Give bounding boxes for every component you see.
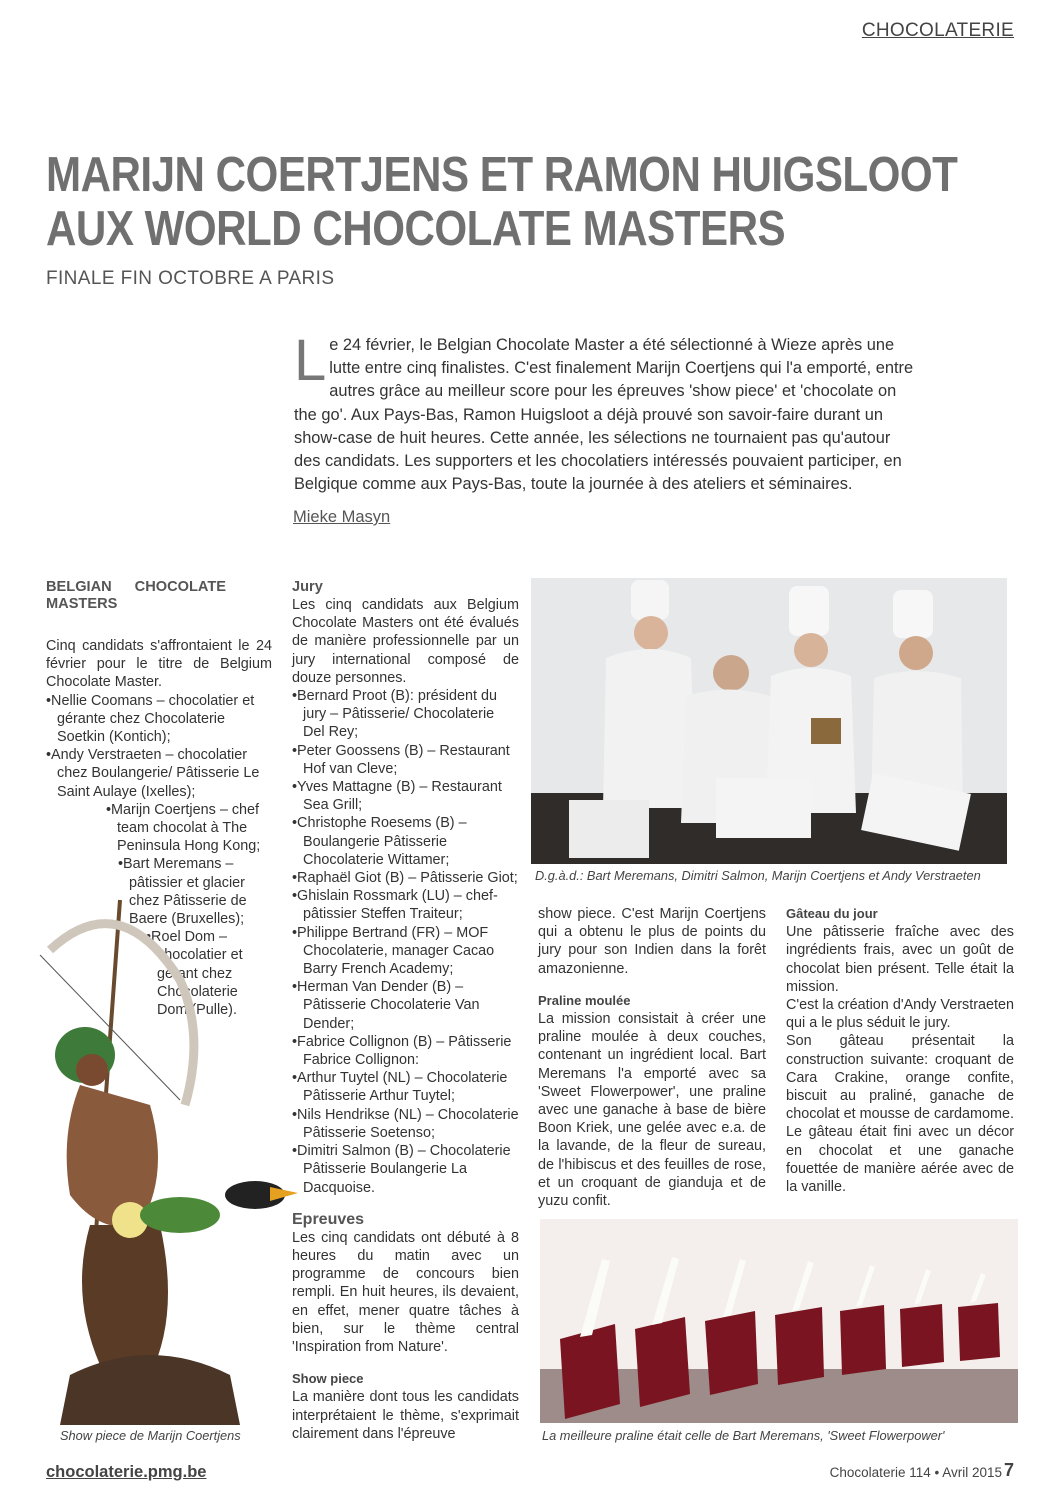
article-subtitle: FINALE FIN OCTOBRE A PARIS (46, 268, 335, 289)
headline-line-1: MARIJN COERTJENS ET RAMON HUIGSLOOT (46, 148, 958, 202)
list-item: • Nellie Coomans – chocolatier et gérante chez Chocolaterie Soetkin (Kontich); (46, 692, 272, 747)
chefs-photo (531, 578, 1007, 864)
epreuves-heading: Epreuves (292, 1210, 365, 1228)
list-item: • Bernard Proot (B): président du jury – Pâtisserie/ Chocolaterie Del Rey; (292, 687, 519, 742)
list-item: • Herman Van Dender (B) – Pâtisserie Chocolaterie Van Dender; (292, 978, 519, 1033)
list-item: • Ghislain Rossmark (LU) – chef-pâtissier Steffen Traiteur; (292, 887, 519, 923)
issue-label: Chocolaterie 114 • Avril 2015 (829, 1465, 1002, 1480)
caption-showpiece: Show piece de Marijn Coertjens (60, 1428, 241, 1443)
pralines-photo (540, 1219, 1018, 1423)
intro-text: e 24 février, le Belgian Chocolate Master a été sélectionné à Wieze après une lutte entre cinq finalistes. C'est finalement Marijn Coertjens qui l'a emporté, entre autres grâce au meilleur score pour les épreuves 'show piece' et 'chocolate on the go'. Aux Pays-Bas, Ramon Huigsloot a déjà prouvé son savoir-faire durant un show-case de huit heures. Cette année, les sélections ne tournaient pas qu'autour des candidats. Les supporters et les chocolatiers intéressés pouvaient participer, en Belgique comme aux Pays-Bas, toute la journée à des ateliers et séminaires. (294, 336, 914, 494)
list-item: • Christophe Roesems (B) – Boulangerie Pâtisserie Chocolaterie Wittamer; (292, 814, 519, 869)
showpiece-text: La manière dont tous les candidats interprétaient le thème, s'exprimait clairement dans l'épreuve (292, 1389, 519, 1442)
caption-chefs: D.g.à.d.: Bart Meremans, Dimitri Salmon, Marijn Coertjens et Andy Verstraeten (535, 868, 981, 883)
jury-heading: Jury (292, 579, 323, 595)
author-byline[interactable]: Mieke Masyn (293, 508, 391, 526)
certificate-icon (716, 778, 811, 838)
footer-website-link[interactable]: chocolaterie.pmg.be (46, 1463, 207, 1481)
caption-pralines: La meilleure praline était celle de Bart Meremans, 'Sweet Flowerpower' (542, 1428, 945, 1443)
list-item: • Yves Mattagne (B) – Restaurant Sea Grill; (292, 778, 519, 814)
trophy-icon (811, 718, 841, 744)
drop-cap: L (294, 328, 327, 393)
praline-text: La mission consistait à créer une praline moulée à deux couches, contenant un ingrédient local. Bart Meremans l'a emporté avec sa 'Sweet Flowerpower', une praline avec une ganache à base de bière Boon Kriek, une gelée avec e.a. de la lavande, de la fleur de sureau, de l'hibiscus et des feuilles de rose, et un croquant de gianduja et de yuzu confit. (538, 1011, 766, 1210)
list-item: • Peter Goossens (B) – Restaurant Hof van Cleve; (292, 742, 519, 778)
column-jury (292, 579, 519, 1443)
epreuves-text: Les cinq candidats ont débuté à 8 heures du matin avec un programme de concours bien rempli. En huit heures, ils devaient, en effet, mener quatre tâches à bien, sur le thème central 'Inspiration from Nature'. (292, 1229, 519, 1355)
list-item: • Roel Dom – chocolatier et gérant chez Chocolaterie Dom (Pulle). (146, 928, 272, 1019)
showpiece-continued: show piece. C'est Marijn Coertjens qui a obtenu le plus de points du jury pour son Indien dans la forêt amazonienne. (538, 906, 766, 977)
intro-paragraph (294, 328, 916, 496)
list-item: • Nils Hendrikse (NL) – Chocolaterie Pâtisserie Soetenso; (292, 1106, 519, 1142)
jury-list (292, 687, 519, 1197)
figure-body-icon (67, 1085, 158, 1227)
article-headline (46, 148, 958, 256)
candidates-heading: BELGIAN CHOCOLATE MASTERS (46, 579, 226, 612)
footer-issue (830, 1465, 1002, 1480)
list-item: • Dimitri Salmon (B) – Chocolaterie Pâtisserie Boulangerie La Dacquoise. (292, 1142, 519, 1197)
base-icon (60, 1355, 240, 1425)
list-item: • Arthur Tuytel (NL) – Chocolaterie Pâtisserie Arthur Tuytel; (292, 1069, 519, 1105)
section-label: CHOCOLATERIE (861, 20, 1014, 41)
headline-line-2: AUX WORLD CHOCOLATE MASTERS (46, 202, 786, 256)
jury-intro: Les cinq candidats aux Belgium Chocolate Masters ont été évalués de manière professionnelle par un jury international composé de douze personnes. (292, 597, 519, 686)
list-item: • Andy Verstraeten – chocolatier chez Boulangerie/ Pâtisserie Le Saint Aulaye (Ixelles); (46, 746, 272, 801)
list-item: • Philippe Bertrand (FR) – MOF Chocolaterie, manager Cacao Barry French Academy; (292, 924, 519, 979)
certificate-icon (569, 800, 649, 858)
list-item: • Bart Meremans – pâtissier et glacier chez Pâtisserie de Baere (Bruxelles); (118, 855, 272, 928)
showpiece-photo (30, 895, 300, 1430)
gateau-paragraph: Une pâtisserie fraîche avec des ingrédients frais, avec un goût de chocolat bien présent. Telle était la mission. (786, 924, 1014, 995)
column-praline (538, 905, 766, 1210)
page-number: 7 (1003, 1460, 1014, 1480)
gateau-heading: Gâteau du jour (786, 906, 878, 921)
list-item: • Raphaël Giot (B) – Pâtisserie Giot; (292, 869, 519, 887)
column-gateau (786, 905, 1014, 1196)
list-item: • Fabrice Collignon (B) – Pâtisserie Fabrice Collignon: (292, 1033, 519, 1069)
gateau-paragraph: C'est la création d'Andy Verstraeten qui a le plus séduit le jury. (786, 997, 1014, 1032)
gateau-paragraph: Son gâteau présentait la construction suivante: croquant de Cara Crakine, orange confite, biscuit au praliné, ganache de chocolat et mousse de cardamome. Le gâteau était fini avec un décor en chocolat et une ganache fouettée de manière aérée avec de la vanille. (786, 1033, 1014, 1196)
list-item: • Marijn Coertjens – chef team chocolat à The Peninsula Hong Kong; (106, 801, 272, 856)
showpiece-heading: Show piece (292, 1371, 364, 1387)
praline-heading: Praline moulée (538, 992, 631, 1008)
candidates-intro: Cinq candidats s'affrontaient le 24 février pour le titre de Belgium Chocolate Master. (46, 638, 272, 691)
